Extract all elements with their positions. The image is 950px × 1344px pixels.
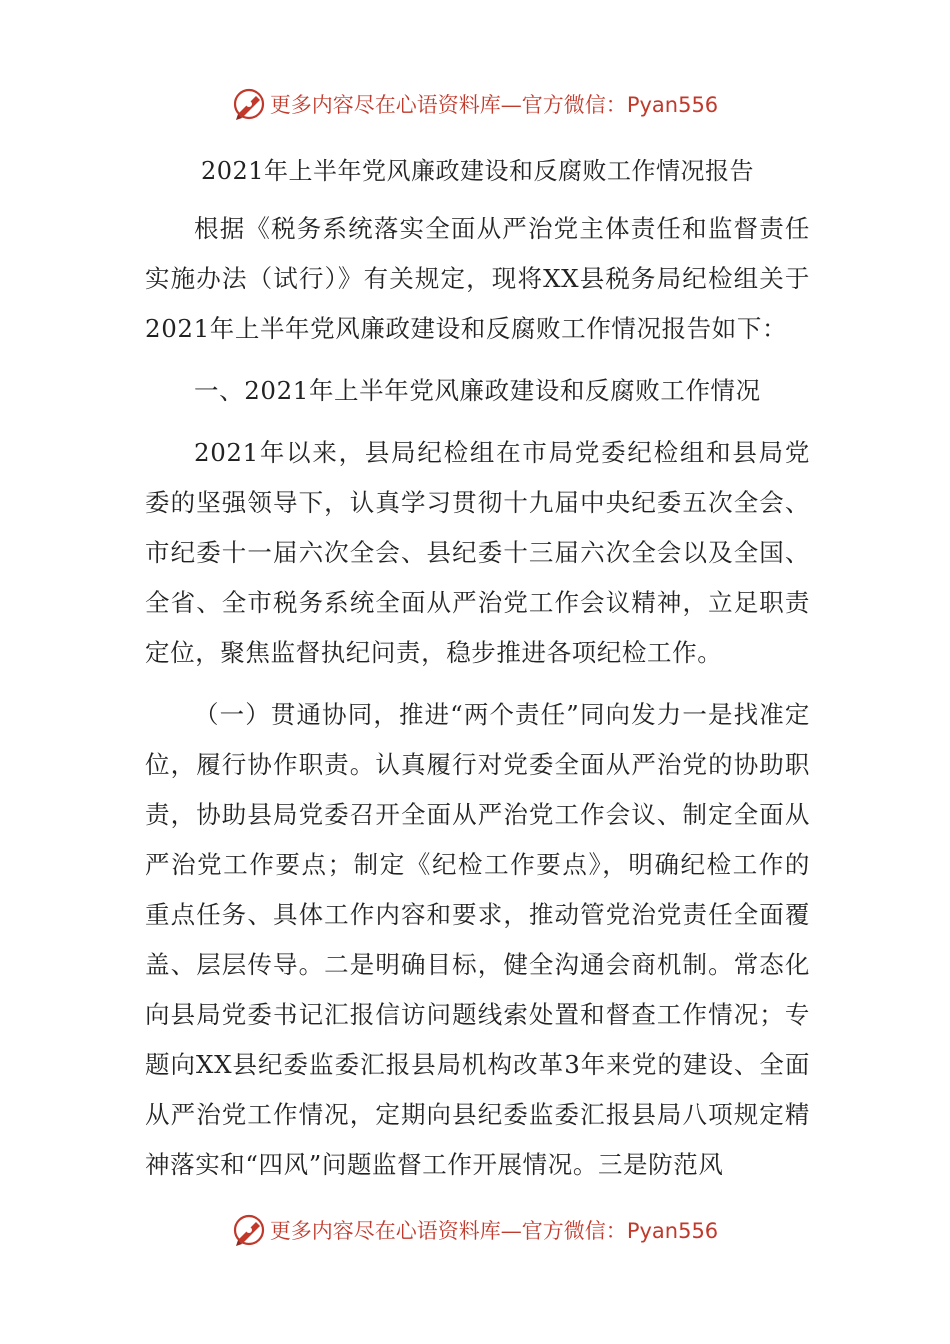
paragraph-intro: 根据《税务系统落实全面从严治党主体责任和监督责任实施办法（试行）》有关规定，现将XX县税务局纪检组关于2021年上半年党风廉政建设和反腐败工作情况报告如下： <box>145 214 810 343</box>
pen-circle-logo-icon <box>232 87 266 121</box>
document-title: 2021年上半年党风廉政建设和反腐败工作情况报告 <box>200 157 755 185</box>
watermark-banner-bottom <box>0 1210 950 1250</box>
pen-circle-logo-icon <box>232 1213 266 1247</box>
section-heading: 一、2021年上半年党风廉政建设和反腐败工作情况 <box>194 376 761 405</box>
watermark-banner-top <box>0 84 950 124</box>
paragraph-overview: 2021年以来，县局纪检组在市局党委纪检组和县局党委的坚强领导下，认真学习贯彻十九届中央纪委五次全会、市纪委十一届六次全会、县纪委十三届六次全会以及全国、全省、全市税务系统全面从严治党工作会议精神，立足职责定位，聚焦监督执纪问责，稳步推进各项纪检工作。 <box>145 438 810 667</box>
watermark-text: 更多内容尽在心语资料库—官方微信：Pyan556 <box>269 93 719 117</box>
paragraph-subsection-one: （一）贯通协同，推进“两个责任”同向发力一是找准定位，履行协作职责。认真履行对党委全面从严治党的协助职责，协助县局党委召开全面从严治党工作会议、制定全面从严治党工作要点；制定《纪检工作要点》，明确纪检工作的重点任务、具体工作内容和要求，推动管党治党责任全面覆盖、层层传导。二是明确目标，健全沟通会商机制。常态化向县局党委书记汇报信访问题线索处置和督查工作情况；专题向XX县纪委监委汇报县局机构改革3年来党的建设、全面从严治党工作情况，定期向县纪委监委汇报县局八项规定精神落实和“四风”问题监督工作开展情况。三是防范风 <box>145 700 810 1179</box>
document-body <box>145 146 810 1202</box>
watermark-text: 更多内容尽在心语资料库—官方微信：Pyan556 <box>269 1219 719 1243</box>
